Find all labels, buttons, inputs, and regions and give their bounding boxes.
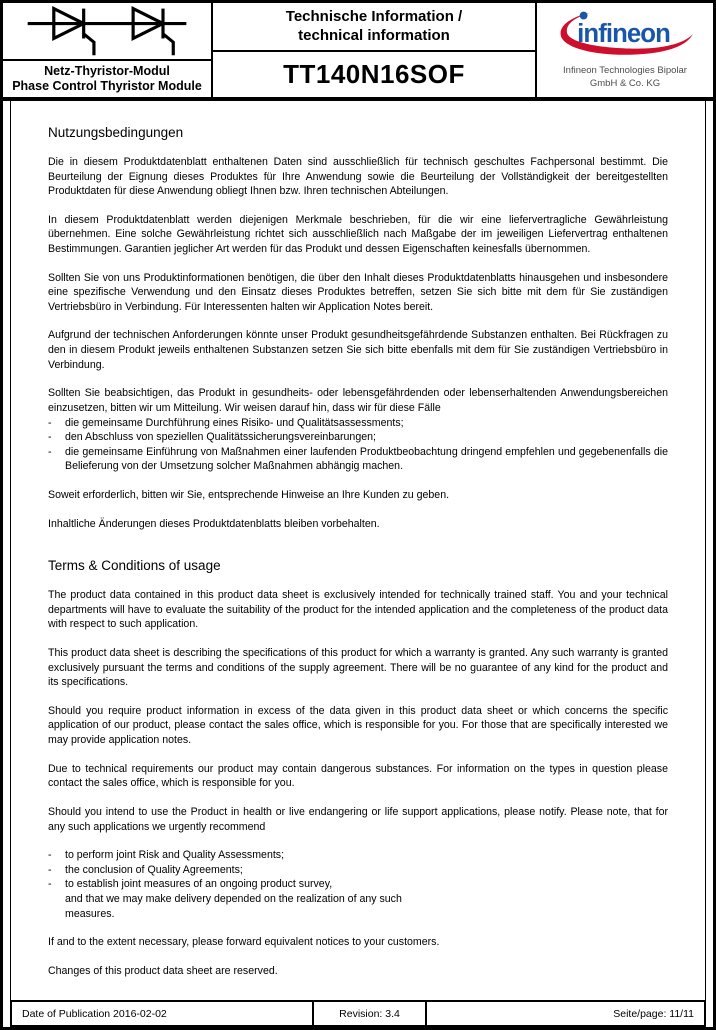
infineon-logo-icon xyxy=(555,10,695,56)
part-number: TT140N16SOF xyxy=(283,59,465,90)
bullet-dash: - xyxy=(48,878,52,891)
document-type xyxy=(213,3,535,52)
en-list-intro: Should you intend to use the Product in health or live endangering or life support applications, please notify. Please note, that for any such applications we urgently recommend xyxy=(48,805,668,833)
de-bullet-list xyxy=(48,416,668,474)
de-closing-2: Inhaltliche Änderungen dieses Produktdatenblatts bleiben vorbehalten. xyxy=(48,517,380,530)
company-name-line2: GmbH & Co. KG xyxy=(589,78,661,89)
bullet-dash: - xyxy=(48,849,52,862)
en-bullet-3-text xyxy=(65,877,402,921)
circuit-symbol-cell xyxy=(3,3,211,61)
de-bullet-1 xyxy=(48,416,668,431)
header xyxy=(3,3,713,101)
en-closing-1: If and to the extent necessary, please forward equivalent notices to your customers. xyxy=(48,936,440,949)
product-family-en: Phase Control Thyristor Module xyxy=(12,79,202,93)
de-list-intro: Sollten Sie beabsichtigen, das Produkt in gesundheits- oder lebensgefährdenden oder lebenserhaltenden Anwendungsbereichen einzusetzen, bitten wir um Mitteilung. Wir weisen darauf hin, dass wir für diese Fälle xyxy=(48,387,668,414)
de-bullet-2-text: den Abschluss von speziellen Qualitätssicherungsvereinbarungen; xyxy=(65,431,376,444)
en-bullet-list xyxy=(48,848,668,921)
section-heading-de: Nutzungsbedingungen xyxy=(48,125,184,140)
en-bullet-3-line2: and that we may make delivery depended on the realization of any such xyxy=(65,892,402,905)
logo-wordmark: infineon xyxy=(577,19,670,48)
en-bullet-3-line1: to establish joint measures of an ongoing product survey, xyxy=(65,878,333,891)
en-bullet-3 xyxy=(48,877,668,921)
product-family xyxy=(3,61,211,97)
company-name xyxy=(563,64,687,91)
document-body xyxy=(10,101,706,1000)
document-type-en: technical information xyxy=(298,26,450,44)
en-bullet-3-line3: measures. xyxy=(65,907,115,920)
en-bullet-1-text: to perform joint Risk and Quality Assessments; xyxy=(65,849,285,862)
page-indicator: Seite/page: 11/11 xyxy=(613,1007,694,1020)
bullet-dash: - xyxy=(48,431,52,444)
en-paragraph-1: The product data contained in this product data sheet is exclusively intended for technically trained staff. You and your technical departments will have to evaluate the suitability of the product for the intended application and the completeness of the product data with respect to such application. xyxy=(48,589,668,631)
en-bullet-1 xyxy=(48,848,668,863)
section-heading-en: Terms & Conditions of usage xyxy=(48,558,221,574)
publication-date: Date of Publication 2016-02-02 xyxy=(22,1007,167,1020)
dual-thyristor-symbol-icon xyxy=(27,3,187,59)
document-type-de: Technische Information / xyxy=(285,7,463,25)
header-middle-column xyxy=(213,3,537,97)
de-paragraph-1: Die in diesem Produktdatenblatt enthaltenen Daten sind ausschließlich für technisch geschultes Fachpersonal bestimmt. Die Beurteilung der Eignung dieses Produktes für Ihre Anwendung sowie die Beurteilung der Vollständigkeit der bereitgestellten Produktdaten für diese Anwendung obliegt Ihnen bzw. Ihren technischen Abteilungen. xyxy=(48,156,668,198)
company-name-line1: Infineon Technologies Bipolar xyxy=(563,64,687,76)
de-bullet-3 xyxy=(48,445,668,474)
header-left-column xyxy=(3,3,213,97)
de-paragraph-3: Sollten Sie von uns Produktinformationen benötigen, die über den Inhalt dieses Produktdatenblatts hinausgehen und insbesondere eine spezifische Verwendung und den Einsatz dieses Produktes betreffen, setzen Sie sich bitte mit dem für Sie zuständigen Vertriebsbüro in Verbindung. Für Interessenten halten wir Application Notes bereit. xyxy=(48,271,668,313)
de-paragraph-2: In diesem Produktdatenblatt werden diejenigen Merkmale beschrieben, für die wir eine liefervertragliche Gewährleistung übernehmen. Eine solche Gewährleistung richtet sich ausschließlich nach Maßgabe der im jeweiligen Liefervertrag enthaltenen Bestimmungen. Garantien jeglicher Art werden für das Produkt und dessen Eigenschaften keinesfalls übernommen. xyxy=(48,213,668,256)
en-paragraph-2: This product data sheet is describing the specifications of this product for which a warranty is granted. Any such warranty is granted exclusively pursuant the terms and conditions of the supply agreement. There will be no guarantee of any kind for the product and its specifications. xyxy=(48,647,668,689)
bullet-dash: - xyxy=(48,416,52,429)
en-bullet-2-text: the conclusion of Quality Agreements; xyxy=(65,863,243,876)
revision: Revision: 3.4 xyxy=(312,1002,427,1025)
header-right-column xyxy=(537,3,713,97)
de-bullet-3-text: die gemeinsame Einführung von Maßnahmen einer laufenden Produktbeobachtung dringend empfehlen und gegebenenfalls die Belieferung von der Umsetzung solcher Maßnahmen abhängig machen. xyxy=(65,445,668,473)
de-bullet-2 xyxy=(48,430,668,445)
en-paragraph-4: Due to technical requirements our product may contain dangerous substances. For information on the types in question please contact the sales office, which is responsible for you. xyxy=(48,762,668,790)
bullet-dash: - xyxy=(48,863,52,876)
en-paragraph-3: Should you require product information in excess of the data given in this product data sheet or which concerns the specific application of our product, please contact the sales office, which is responsible for you. For those that are specifically interested we may provide application notes. xyxy=(48,704,668,747)
en-closing-2: Changes of this product data sheet are reserved. xyxy=(48,964,278,977)
de-paragraph-4: Aufgrund der technischen Anforderungen könnte unser Produkt gesundheitsgefährdende Substanzen enthalten. Bei Rückfragen zu den in diesem Produkt jeweils enthaltenen Substanzen setzen Sie sich bitte ebenfalls mit dem für Sie zuständigen Vertriebsbüro in Verbindung. xyxy=(48,329,668,371)
en-bullet-2 xyxy=(48,863,668,878)
product-family-de: Netz-Thyristor-Modul xyxy=(44,64,170,78)
footer xyxy=(10,1000,706,1027)
de-bullet-1-text: die gemeinsame Durchführung eines Risiko- und Qualitätsassessments; xyxy=(65,416,404,429)
de-closing-1: Soweit erforderlich, bitten wir Sie, entsprechende Hinweise an Ihre Kunden zu geben. xyxy=(48,488,450,501)
bullet-dash: - xyxy=(48,445,52,458)
